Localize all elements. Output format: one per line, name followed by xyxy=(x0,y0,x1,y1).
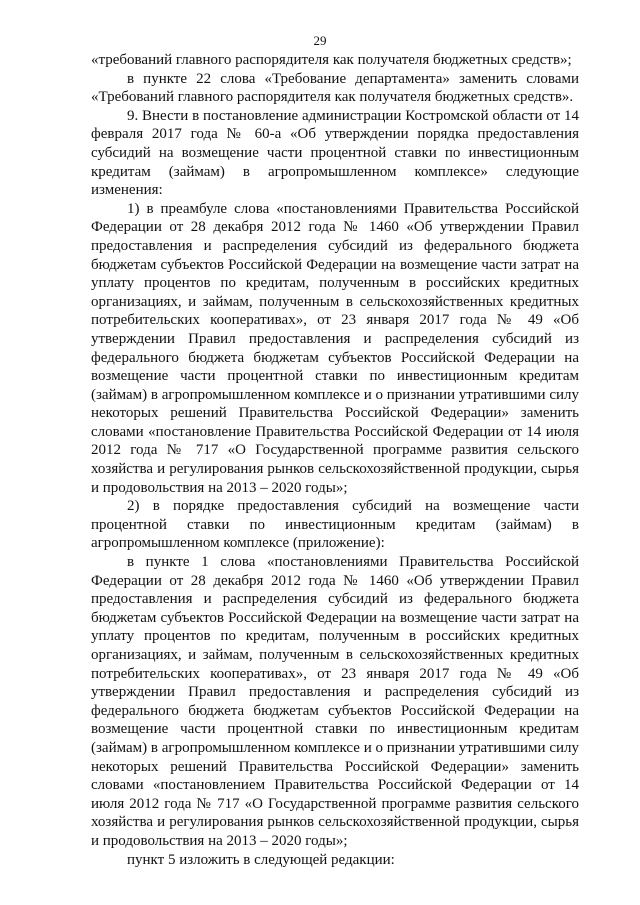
document-body xyxy=(91,51,579,869)
paragraph-6: в пункте 1 слова «постановлениями Правительства Российской Федерации от 28 декабря 2012 года № 1460 «Об утверждении Правил предоставления и распределения субсидий из федерального бюджета бюджетам субъектов Российской Федерации на возмещение части затрат на уплату процентов по кредитам, полученным в российских кредитных организациях, и займам, полученным в сельскохозяйственных кредитных потребительских кооперативах», от 23 января 2017 года № 49 «Об утверждении Правил предоставления и распределения субсидий из федерального бюджета бюджетам субъектов Российской Федерации на возмещение части процентной ставки по инвестиционным кредитам (займам) в агропромышленном комплексе и о признании утратившими силу некоторых решений Правительства Российской Федерации» заменить словами «постановлением Правительства Российской Федерации от 14 июля 2012 года № 717 «О Государственной программе развития сельского хозяйства и регулирования рынков сельскохозяйственной продукции, сырья и продовольствия на 2013 – 2020 годы»; xyxy=(91,554,579,849)
paragraph-1: «требований главного распорядителя как получателя бюджетных средств»; xyxy=(91,52,572,68)
page-number: 29 xyxy=(313,33,327,48)
paragraph-3: 9. Внести в постановление администрации Костромской области от 14 февраля 2017 года № 60-а «Об утверждении порядка предоставления субсидий на возмещение части процентной ставки по инвестиционным кредитам (займам) в агропромышленном комплексе» следующие изменения: xyxy=(91,107,579,199)
paragraph-2: в пункте 22 слова «Требование департамента» заменить словами «Требований главного распорядителя как получателя бюджетных средств». xyxy=(91,70,579,106)
paragraph-7: пункт 5 изложить в следующей редакции: xyxy=(127,851,395,868)
paragraph-5: 2) в порядке предоставления субсидий на возмещение части процентной ставки по инвестиционным кредитам (займам) в агропромышленном комплексе (приложение): xyxy=(91,498,579,552)
paragraph-4: 1) в преамбуле слова «постановлениями Правительства Российской Федерации от 28 декабря 2012 года № 1460 «Об утверждении Правил предоставления и распределения субсидий из федерального бюджета бюджетам субъектов Российской Федерации на возмещение части затрат на уплату процентов по кредитам, полученным в российских кредитных организациях, и займам, полученным в сельскохозяйственных кредитных потребительских кооперативах», от 23 января 2017 года № 49 «Об утверждении Правил предоставления и распределения субсидий из федерального бюджета бюджетам субъектов Российской Федерации на возмещение части процентной ставки по инвестиционным кредитам (займам) в агропромышленном комплексе и о признании утратившими силу некоторых решений Правительства Российской Федерации» заменить словами «постановление Правительства Российской Федерации от 14 июля 2012 года № 717 «О Государственной программе развития сельского хозяйства и регулирования рынков сельскохозяйственной продукции, сырья и продовольствия на 2013 – 2020 годы»; xyxy=(91,200,579,496)
